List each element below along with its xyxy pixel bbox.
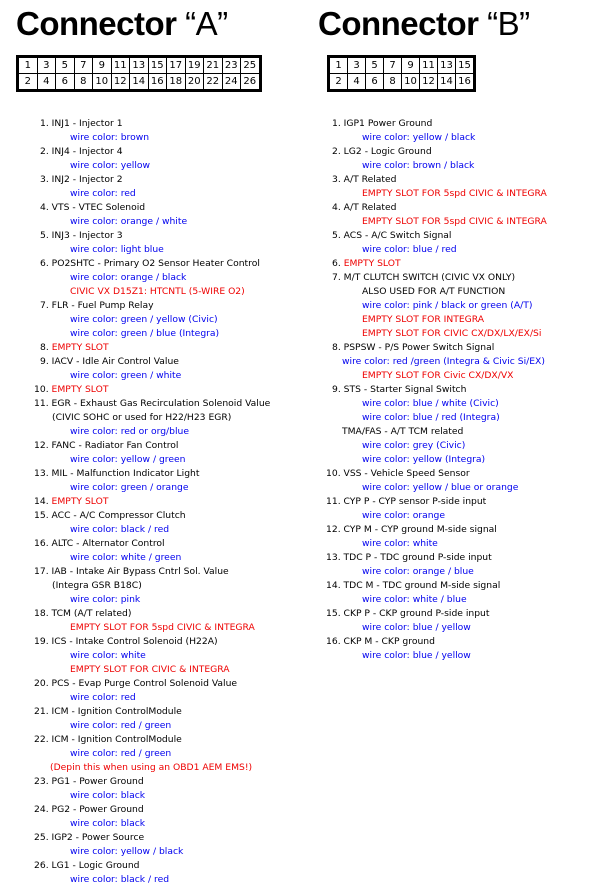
pin-description-line: 11. EGR - Exhaust Gas Recirculation Solenoid Value [34,398,271,409]
connector-a-pinout-list [30,117,320,887]
pin-cell: 22 [204,74,223,90]
pin-description-line: 16. CKP M - CKP ground [326,636,435,647]
pin-cell: 9 [93,58,112,74]
pin-cell: 4 [37,74,56,90]
connector-a-pin-row-odd [19,58,260,74]
note-line: EMPTY SLOT FOR CIVIC & INTEGRA [70,664,230,675]
pin-cell: 6 [56,74,75,90]
pin-description-line: (Integra GSR B18C) [52,580,142,591]
note-line: EMPTY SLOT FOR 5spd CIVIC & INTEGRA [70,622,255,633]
wire-color-line: wire color: red [70,188,136,199]
connector-b-pin-row-even [330,74,474,90]
pin-description-line: 4. VTS - VTEC Solenoid [40,202,146,213]
wire-color-line: wire color: white / green [70,552,182,563]
wire-color-line: wire color: black / red [70,524,170,535]
pin-cell: 2 [19,74,38,90]
pin-description-line: 2. LG2 - Logic Ground [332,146,432,157]
pin-cell: 23 [222,58,241,74]
pin-cell: 12 [111,74,130,90]
empty-slot-label: EMPTY SLOT [51,384,109,395]
note-line: EMPTY SLOT FOR INTEGRA [362,314,485,325]
pin-description-line: 11. CYP P - CYP sensor P-side input [326,496,487,507]
pin-cell: 14 [130,74,149,90]
pin-cell: 11 [111,58,130,74]
wire-color-line: wire color: yellow / green [70,454,186,465]
wire-color-line: wire color: red or org/blue [70,426,190,437]
pin-cell: 14 [438,74,456,90]
note-line: CIVIC VX D15Z1: HTCNTL (5-WIRE O2) [70,286,245,297]
note-line: EMPTY SLOT FOR CIVIC CX/DX/LX/EX/Si [362,328,542,339]
pin-description-line: 15. CKP P - CKP ground P-side input [326,608,490,619]
pin-description-line: 22. ICM - Ignition ControlModule [34,734,182,745]
pin-cell: 2 [330,74,348,90]
wire-color-line: wire color: blue / yellow [362,622,471,633]
pin-description-line: 10. VSS - Vehicle Speed Sensor [326,468,470,479]
pin-cell: 5 [56,58,75,74]
pin-description-line: 2. INJ4 - Injector 4 [40,146,123,157]
wire-color-line: wire color: pink [70,594,141,605]
pin-cell: 18 [167,74,186,90]
connector-a-title-word: Connector [16,5,177,42]
pin-cell: 16 [148,74,167,90]
pin-cell: 26 [241,74,260,90]
empty-slot-label: EMPTY SLOT [343,258,401,269]
note-line: EMPTY SLOT FOR 5spd CIVIC & INTEGRA [362,216,547,227]
pin-cell: 8 [74,74,93,90]
connector-a-pin-row-even [19,74,260,90]
wire-color-line: wire color: blue / red (Integra) [362,412,500,423]
pin-description-line: 6. PO2SHTC - Primary O2 Sensor Heater Control [40,258,260,269]
pin-description-line: 9. STS - Starter Signal Switch [332,384,467,395]
pin-description-line: 3. A/T Related [332,174,397,185]
wire-color-line: wire color: yellow [70,160,151,171]
wire-color-line: wire color: red [70,692,136,703]
wire-color-line: wire color: white [70,650,146,661]
wire-color-line: wire color: green / yellow (Civic) [70,314,218,325]
wire-color-line: wire color: light blue [70,244,164,255]
pin-description-line: 5. INJ3 - Injector 3 [40,230,123,241]
pin-cell: 1 [19,58,38,74]
wire-color-line: wire color: orange / white [70,216,188,227]
pin-cell: 17 [167,58,186,74]
pin-cell: 15 [456,58,474,74]
pin-number: 14. [34,496,52,507]
wire-color-line: wire color: yellow (Integra) [362,454,486,465]
pin-description-line: 9. IACV - Idle Air Control Value [40,356,179,367]
wire-color-line: wire color: red /green (Integra & Civic Si/EX) [342,356,545,367]
pin-cell: 9 [402,58,420,74]
pin-description-line: TMA/FAS - A/T TCM related [342,426,464,437]
wire-color-line: wire color: blue / yellow [362,650,471,661]
pin-cell: 25 [241,58,260,74]
pin-description-line: 4. A/T Related [332,202,397,213]
connector-a-title-letter: “A” [185,5,228,42]
wire-color-line: wire color: blue / red [362,244,457,255]
note-line: (Depin this when using an OBD1 AEM EMS!) [50,762,253,773]
connector-a-heading [16,4,228,44]
wire-color-line: wire color: black [70,818,146,829]
pin-description-line: 12. CYP M - CYP ground M-side signal [326,524,497,535]
pin-cell: 5 [366,58,384,74]
pin-description-line: 19. ICS - Intake Control Solenoid (H22A) [34,636,218,647]
pin-description-line: 15. ACC - A/C Compressor Clutch [34,510,186,521]
wire-color-line: wire color: yellow / black [70,846,184,857]
pin-cell: 24 [222,74,241,90]
wire-color-line: wire color: green / white [70,370,182,381]
pin-cell: 21 [204,58,223,74]
pin-description-line: 21. ICM - Ignition ControlModule [34,706,182,717]
pin-description-line: (CIVIC SOHC or used for H22/H23 EGR) [52,412,232,423]
pin-description-line: 20. PCS - Evap Purge Control Solenoid Value [34,678,238,689]
pin-cell: 6 [366,74,384,90]
pin-cell: 8 [384,74,402,90]
pin-description-line: ALSO USED FOR A/T FUNCTION [362,286,506,297]
pin-description-line: 25. IGP2 - Power Source [34,832,145,843]
pin-cell: 10 [402,74,420,90]
wire-color-line: wire color: grey (Civic) [362,440,466,451]
pin-description-line: 18. TCM (A/T related) [34,608,132,619]
pin-cell: 19 [185,58,204,74]
empty-slot-label: EMPTY SLOT [51,342,109,353]
pin-description-line: 7. FLR - Fuel Pump Relay [40,300,154,311]
pin-description-line: 13. MIL - Malfunction Indicator Light [34,468,200,479]
wire-color-line: wire color: pink / black or green (A/T) [362,300,533,311]
pin-description-line: 17. IAB - Intake Air Bypass Cntrl Sol. Value [34,566,229,577]
pin-cell: 3 [37,58,56,74]
pin-description-line: 5. ACS - A/C Switch Signal [332,230,452,241]
pin-description-line: 23. PG1 - Power Ground [34,776,144,787]
connector-b-title-letter: “B” [487,5,530,42]
pin-cell: 3 [348,58,366,74]
wire-color-line: wire color: orange / blue [362,566,474,577]
wire-color-line: wire color: blue / white (Civic) [362,398,499,409]
wire-color-line: wire color: black [70,790,146,801]
pin-cell: 4 [348,74,366,90]
pin-description-line: 13. TDC P - TDC ground P-side input [326,552,492,563]
pinout-empty-slot-line [30,383,320,397]
wire-color-line: wire color: white / blue [362,594,467,605]
pin-description-line: 1. INJ1 - Injector 1 [40,118,123,129]
wire-color-line: wire color: orange / black [70,272,187,283]
empty-slot-label: EMPTY SLOT [51,496,109,507]
connector-b-heading [318,4,530,44]
pin-description-line: 12. FANC - Radiator Fan Control [34,440,179,451]
pin-description-line: 8. PSPSW - P/S Power Switch Signal [332,342,495,353]
pinout-empty-slot-line [322,257,590,271]
pin-cell: 13 [438,58,456,74]
pin-description-line: 24. PG2 - Power Ground [34,804,144,815]
wire-color-line: wire color: black / red [70,874,170,885]
pin-cell: 13 [130,58,149,74]
pin-description-line: 16. ALTC - Alternator Control [34,538,165,549]
pin-cell: 11 [420,58,438,74]
pinout-empty-slot-line [30,495,320,509]
pin-number: 6. [332,258,344,269]
pin-cell: 7 [384,58,402,74]
connector-b-pinout-list [322,117,590,663]
wire-color-line: wire color: green / orange [70,482,189,493]
pin-number: 8. [40,342,52,353]
pin-cell: 15 [148,58,167,74]
wire-color-line: wire color: brown / black [362,160,475,171]
note-line: EMPTY SLOT FOR Civic CX/DX/VX [362,370,514,381]
pin-description-line: 7. M/T CLUTCH SWITCH (CIVIC VX ONLY) [332,272,516,283]
wire-color-line: wire color: yellow / black [362,132,476,143]
pin-number: 10. [34,384,52,395]
pin-description-line: 14. TDC M - TDC ground M-side signal [326,580,501,591]
pin-cell: 10 [93,74,112,90]
connector-b-pin-row-odd [330,58,474,74]
pin-description-line: 26. LG1 - Logic Ground [34,860,140,871]
wire-color-line: wire color: red / green [70,748,172,759]
pin-description-line: 3. INJ2 - Injector 2 [40,174,123,185]
pin-cell: 12 [420,74,438,90]
wire-color-line: wire color: green / blue (Integra) [70,328,220,339]
connector-b-title-word: Connector [318,5,479,42]
pin-description-line: 1. IGP1 Power Ground [332,118,433,129]
note-line: EMPTY SLOT FOR 5spd CIVIC & INTEGRA [362,188,547,199]
wire-color-line: wire color: red / green [70,720,172,731]
pin-cell: 16 [456,74,474,90]
pin-cell: 7 [74,58,93,74]
pin-cell: 1 [330,58,348,74]
connector-b-pin-grid [329,57,474,90]
wire-color-line: wire color: orange [362,510,446,521]
connector-a-pin-grid [18,57,260,90]
wire-color-line: wire color: yellow / blue or orange [362,482,519,493]
wire-color-line: wire color: white [362,538,438,549]
pin-cell: 20 [185,74,204,90]
pinout-empty-slot-line [30,341,320,355]
wire-color-line: wire color: brown [70,132,150,143]
